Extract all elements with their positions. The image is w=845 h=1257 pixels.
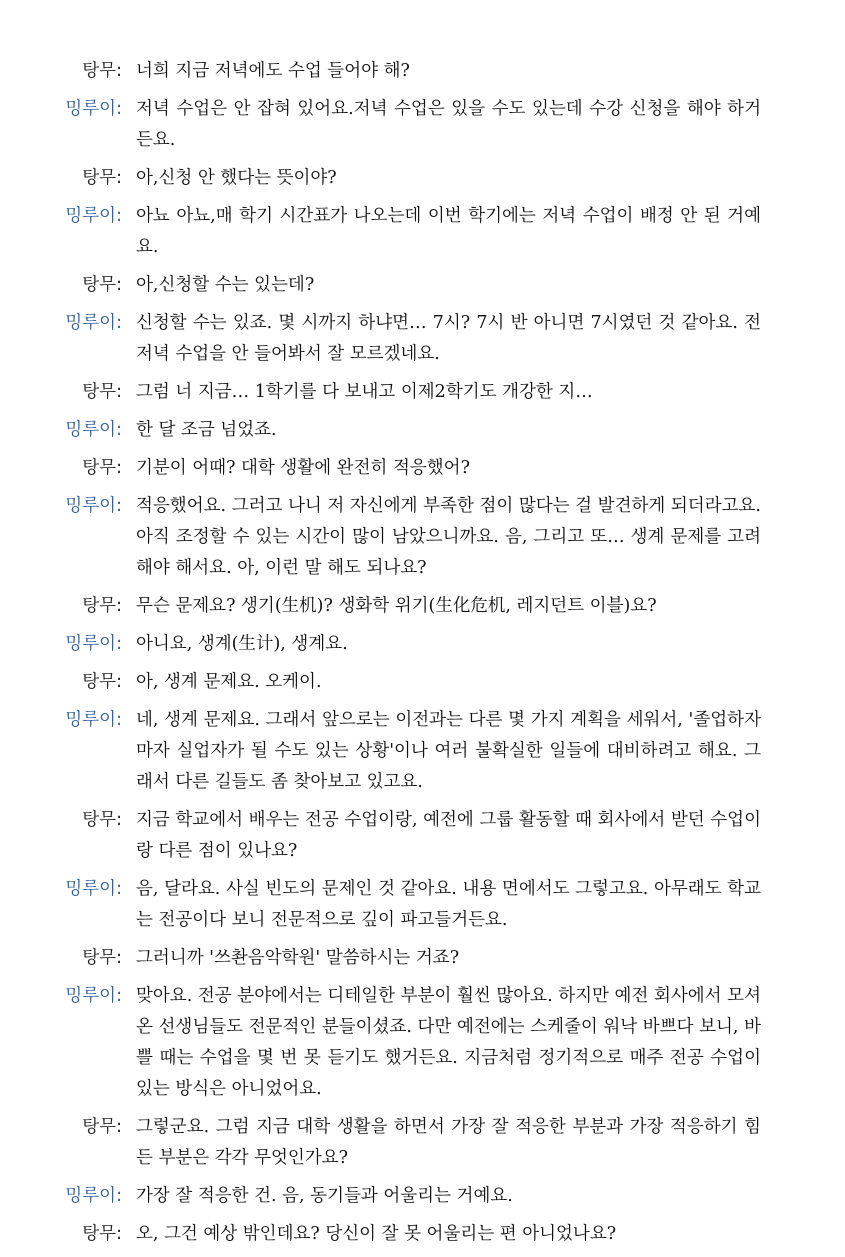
- utterance-text: 그러니까 '쓰촨음악학원' 말씀하시는 거죠?: [136, 948, 460, 968]
- speaker-label: 밍루이:: [65, 1186, 122, 1206]
- utterance-text: 아,신청 안 했다는 뜻이야?: [136, 168, 337, 188]
- dialogue-line: [0, 1112, 845, 1174]
- utterance-text: 아, 생계 문제요. 오케이.: [136, 672, 322, 692]
- speaker-label: 밍루이:: [65, 986, 122, 1006]
- speaker-label: 탕무:: [82, 458, 122, 478]
- speaker-label: 탕무:: [82, 275, 122, 295]
- speaker-label: 탕무:: [82, 168, 122, 188]
- utterance-text: 적응했어요. 그러고 나니 저 자신에게 부족한 점이 많다는 걸 발견하게 되더라고요. 아직 조정할 수 있는 시간이 많이 남았으니까요. 음, 그리고 또… 생계 문제를 고려해야 해서요. 아, 이런 말 해도 되나요?: [136, 496, 761, 578]
- dialogue-line: [0, 163, 845, 194]
- speaker-label: 밍루이:: [65, 710, 122, 730]
- utterance-text: 너희 지금 저녁에도 수업 들어야 해?: [136, 61, 410, 81]
- speaker-label: 밍루이:: [65, 420, 122, 440]
- speaker-label: 탕무:: [82, 61, 122, 81]
- dialogue-line: [0, 201, 845, 263]
- speaker-label: 탕무:: [82, 382, 122, 402]
- dialogue-line: [0, 270, 845, 301]
- dialogue-line: [0, 1219, 845, 1250]
- utterance-text: 무슨 문제요? 생기(生机)? 생화학 위기(生化危机, 레지던트 이블)요?: [136, 596, 657, 616]
- dialogue-line: [0, 1181, 845, 1212]
- utterance-text: 가장 잘 적응한 건. 음, 동기들과 어울리는 거예요.: [136, 1186, 513, 1206]
- speaker-label: 탕무:: [82, 948, 122, 968]
- dialogue-line: [0, 629, 845, 660]
- utterance-text: 저녁 수업은 안 잡혀 있어요.저녁 수업은 있을 수도 있는데 수강 신청을 해야 하거든요.: [136, 99, 761, 150]
- dialogue-line: [0, 805, 845, 867]
- dialogue-line: [0, 377, 845, 408]
- dialogue-line: [0, 943, 845, 974]
- utterance-text: 맞아요. 전공 분야에서는 디테일한 부분이 훨씬 많아요. 하지만 예전 회사에서 모셔온 선생님들도 전문적인 분들이셨죠. 다만 예전에는 스케줄이 워낙 바쁘다 보니, 바쁠 때는 수업을 몇 번 못 듣기도 했거든요. 지금처럼 정기적으로 매주 전공 수업이 있는 방식은 아니었어요.: [136, 986, 761, 1099]
- speaker-label: 탕무:: [82, 1224, 122, 1244]
- dialogue-line: [0, 874, 845, 936]
- dialogue-line: [0, 591, 845, 622]
- utterance-text: 그럼 너 지금… 1학기를 다 보내고 이제2학기도 개강한 지…: [136, 382, 593, 402]
- utterance-text: 아,신청할 수는 있는데?: [136, 275, 315, 295]
- speaker-label: 밍루이:: [65, 496, 122, 516]
- speaker-label: 탕무:: [82, 596, 122, 616]
- utterance-text: 지금 학교에서 배우는 전공 수업이랑, 예전에 그룹 활동할 때 회사에서 받던 수업이랑 다른 점이 있나요?: [136, 810, 761, 861]
- dialogue-line: [0, 705, 845, 798]
- utterance-text: 그렇군요. 그럼 지금 대학 생활을 하면서 가장 잘 적응한 부분과 가장 적응하기 힘든 부분은 각각 무엇인가요?: [136, 1117, 761, 1168]
- utterance-text: 한 달 조금 넘었죠.: [136, 420, 277, 440]
- dialogue-line: [0, 94, 845, 156]
- speaker-label: 밍루이:: [65, 634, 122, 654]
- speaker-label: 탕무:: [82, 810, 122, 830]
- dialogue-line: [0, 453, 845, 484]
- utterance-text: 신청할 수는 있죠. 몇 시까지 하냐면… 7시? 7시 반 아니면 7시였던 것 같아요. 전 저녁 수업을 안 들어봐서 잘 모르겠네요.: [136, 313, 761, 364]
- dialogue-line: [0, 56, 845, 87]
- utterance-text: 기분이 어때? 대학 생활에 완전히 적응했어?: [136, 458, 470, 478]
- speaker-label: 밍루이:: [65, 206, 122, 226]
- dialogue-line: [0, 981, 845, 1105]
- speaker-label: 탕무:: [82, 672, 122, 692]
- dialogue-line: [0, 667, 845, 698]
- utterance-text: 네, 생계 문제요. 그래서 앞으로는 이전과는 다른 몇 가지 계획을 세워서, '졸업하자마자 실업자가 될 수도 있는 상황'이나 여러 불확실한 일들에 대비하려고 해요. 그래서 다른 길들도 좀 찾아보고 있고요.: [136, 710, 761, 792]
- dialogue-transcript: [0, 56, 845, 1257]
- utterance-text: 아뇨 아뇨,매 학기 시간표가 나오는데 이번 학기에는 저녁 수업이 배정 안 된 거예요.: [136, 206, 761, 257]
- speaker-label: 밍루이:: [65, 879, 122, 899]
- dialogue-line: [0, 415, 845, 446]
- speaker-label: 탕무:: [82, 1117, 122, 1137]
- dialogue-line: [0, 308, 845, 370]
- speaker-label: 밍루이:: [65, 313, 122, 333]
- utterance-text: 오, 그건 예상 밖인데요? 당신이 잘 못 어울리는 편 아니었나요?: [136, 1224, 617, 1244]
- dialogue-line: [0, 491, 845, 584]
- utterance-text: 음, 달라요. 사실 빈도의 문제인 것 같아요. 내용 면에서도 그렇고요. 아무래도 학교는 전공이다 보니 전문적으로 깊이 파고들거든요.: [136, 879, 761, 930]
- utterance-text: 아니요, 생계(生计), 생계요.: [136, 634, 348, 654]
- speaker-label: 밍루이:: [65, 99, 122, 119]
